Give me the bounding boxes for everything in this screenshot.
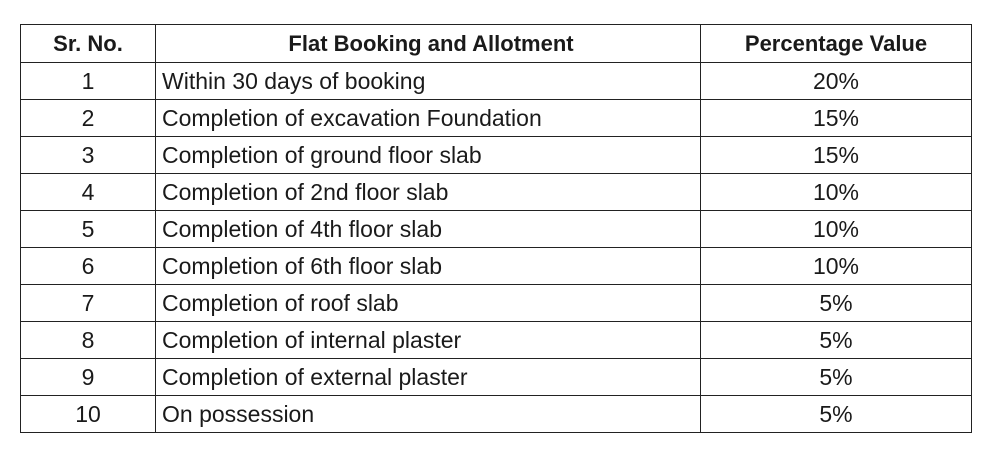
- table-row: [21, 100, 972, 137]
- cell-description: Completion of excavation Foundation: [156, 100, 701, 137]
- cell-description: On possession: [156, 396, 701, 433]
- cell-percentage: 10%: [701, 211, 972, 248]
- cell-percentage: 5%: [701, 322, 972, 359]
- payment-schedule-table: [20, 24, 972, 433]
- header-description: Flat Booking and Allotment: [156, 25, 701, 63]
- header-percentage: Percentage Value: [701, 25, 972, 63]
- cell-sr-no: 10: [21, 396, 156, 433]
- cell-sr-no: 9: [21, 359, 156, 396]
- cell-percentage: 5%: [701, 396, 972, 433]
- table-row: [21, 396, 972, 433]
- cell-description: Completion of ground floor slab: [156, 137, 701, 174]
- cell-percentage: 5%: [701, 359, 972, 396]
- cell-sr-no: 1: [21, 63, 156, 100]
- cell-description: Completion of 6th floor slab: [156, 248, 701, 285]
- table-row: [21, 359, 972, 396]
- cell-description: Completion of roof slab: [156, 285, 701, 322]
- cell-percentage: 15%: [701, 100, 972, 137]
- cell-percentage: 15%: [701, 137, 972, 174]
- table-row: [21, 211, 972, 248]
- cell-sr-no: 6: [21, 248, 156, 285]
- table-row: [21, 248, 972, 285]
- cell-percentage: 5%: [701, 285, 972, 322]
- cell-description: Within 30 days of booking: [156, 63, 701, 100]
- cell-sr-no: 3: [21, 137, 156, 174]
- table-row: [21, 174, 972, 211]
- cell-sr-no: 2: [21, 100, 156, 137]
- cell-sr-no: 5: [21, 211, 156, 248]
- cell-sr-no: 8: [21, 322, 156, 359]
- cell-percentage: 20%: [701, 63, 972, 100]
- cell-description: Completion of 4th floor slab: [156, 211, 701, 248]
- header-sr-no: Sr. No.: [21, 25, 156, 63]
- cell-description: Completion of internal plaster: [156, 322, 701, 359]
- table-row: [21, 322, 972, 359]
- table-row: [21, 63, 972, 100]
- cell-sr-no: 4: [21, 174, 156, 211]
- cell-sr-no: 7: [21, 285, 156, 322]
- cell-description: Completion of external plaster: [156, 359, 701, 396]
- table-row: [21, 137, 972, 174]
- table-header-row: [21, 25, 972, 63]
- table-row: [21, 285, 972, 322]
- cell-percentage: 10%: [701, 248, 972, 285]
- cell-description: Completion of 2nd floor slab: [156, 174, 701, 211]
- cell-percentage: 10%: [701, 174, 972, 211]
